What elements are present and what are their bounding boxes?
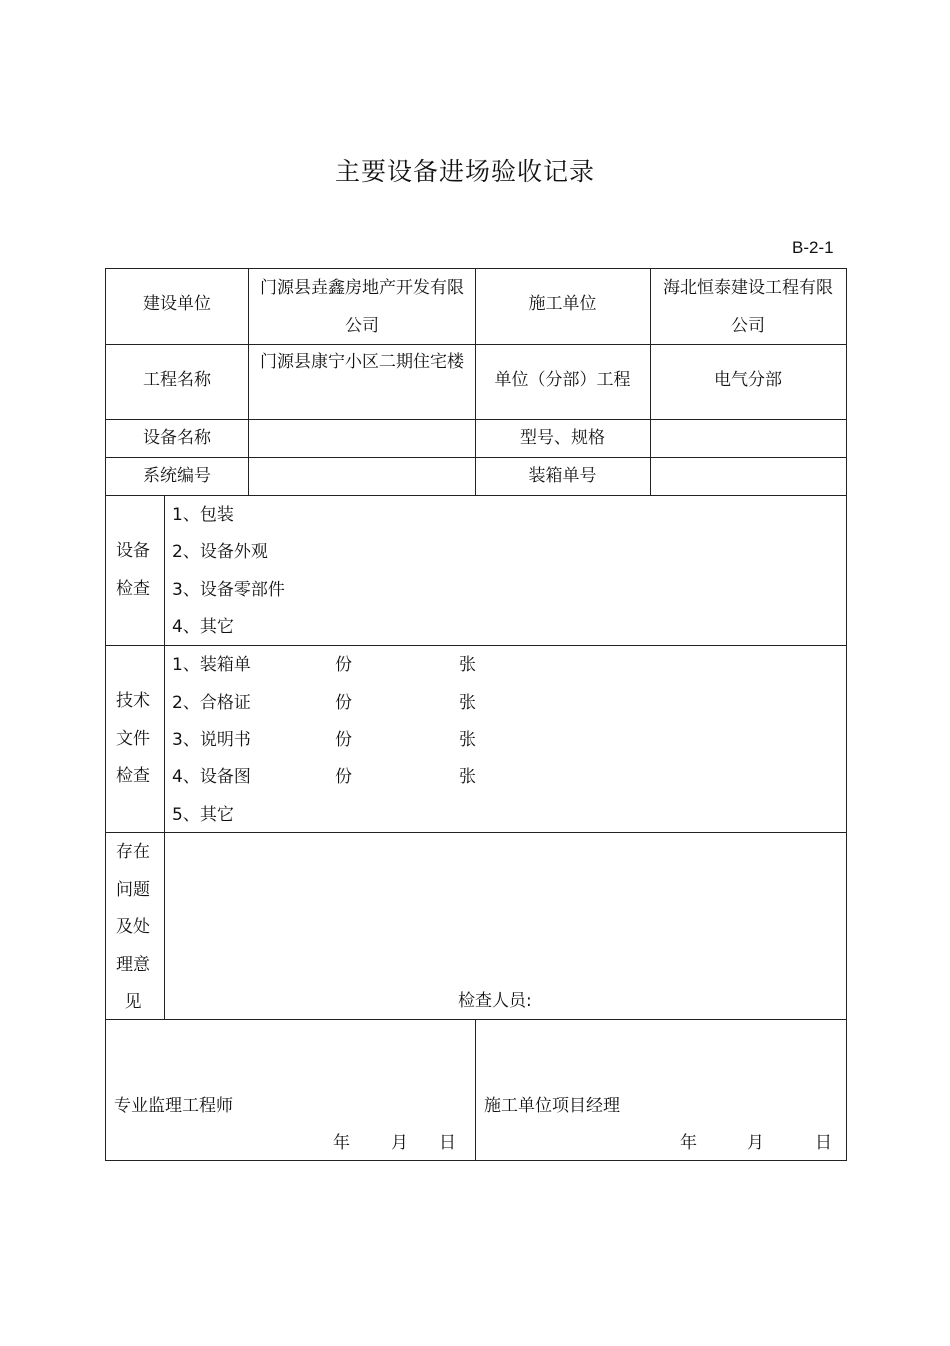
- construction-unit-value: 门源县垚鑫房地产开发有限公司: [260, 278, 464, 336]
- tech-doc-sheets: 张: [459, 730, 476, 750]
- tech-doc-sheets: 张: [459, 655, 476, 675]
- equipment-name-label: 设备名称: [143, 428, 211, 448]
- supervisor-label: 专业监理工程师: [114, 1096, 233, 1116]
- tech-doc-copies: 份: [335, 693, 352, 713]
- model-spec-label: 型号、规格: [520, 428, 605, 448]
- equipment-check-label: 设备检查: [116, 541, 150, 599]
- equipment-check-item: 2、设备外观: [172, 542, 268, 562]
- equipment-check-item: 1、包装: [172, 505, 234, 525]
- tech-doc-name: 1、装箱单: [172, 655, 251, 675]
- supervisor-month: 月: [391, 1133, 408, 1153]
- tech-doc-name: 3、说明书: [172, 730, 251, 750]
- column-divider: [248, 269, 249, 496]
- project-name-value: 门源县康宁小区二期住宅楼: [260, 352, 464, 372]
- tech-doc-copies: 份: [335, 655, 352, 675]
- supervisor-year: 年: [333, 1133, 350, 1153]
- system-no-label: 系统编号: [143, 466, 211, 486]
- manager-day: 日: [815, 1133, 832, 1153]
- row-divider: [106, 645, 846, 646]
- tech-docs-label: 技术文件检查: [116, 691, 150, 786]
- equipment-check-item: 3、设备零部件: [172, 580, 285, 600]
- tech-doc-name: 2、合格证: [172, 693, 251, 713]
- page-title: 主要设备进场验收记录: [334, 157, 595, 186]
- equipment-check-item: 4、其它: [172, 617, 234, 637]
- tech-doc-name: 5、其它: [172, 805, 234, 825]
- manager-label: 施工单位项目经理: [484, 1096, 620, 1116]
- tech-doc-copies: 份: [335, 730, 352, 750]
- form-code: B-2-1: [792, 238, 834, 257]
- contractor-value: 海北恒泰建设工程有限公司: [663, 278, 833, 336]
- contractor-label: 施工单位: [528, 294, 597, 314]
- supervisor-day: 日: [439, 1133, 456, 1153]
- column-divider: [475, 1019, 476, 1161]
- packing-no-label: 装箱单号: [528, 466, 597, 486]
- tech-doc-copies: 份: [335, 767, 352, 787]
- acceptance-form: [105, 268, 847, 1161]
- construction-unit-label: 建设单位: [143, 294, 211, 314]
- subproject-label: 单位（分部）工程: [494, 370, 631, 390]
- manager-year: 年: [680, 1133, 697, 1153]
- row-divider: [106, 832, 846, 833]
- manager-month: 月: [747, 1133, 764, 1153]
- tech-doc-sheets: 张: [459, 693, 476, 713]
- tech-doc-name: 4、设备图: [172, 767, 251, 787]
- column-divider: [164, 495, 165, 1020]
- subproject-value: 电气分部: [714, 370, 782, 390]
- tech-doc-sheets: 张: [459, 767, 476, 787]
- project-name-label: 工程名称: [143, 370, 211, 390]
- issues-label: 存在问题及处理意见: [116, 842, 150, 1012]
- inspector-label: 检查人员:: [458, 991, 532, 1011]
